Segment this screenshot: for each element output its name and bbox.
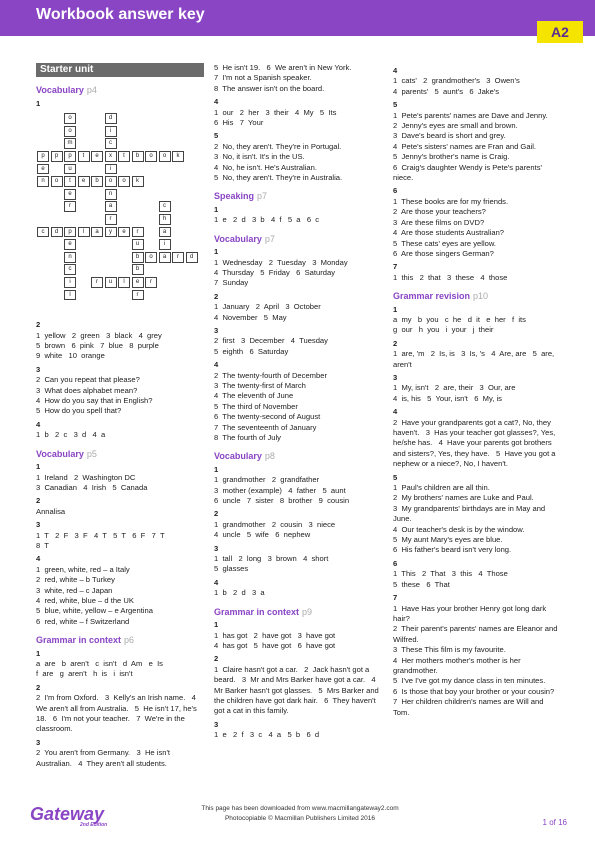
crossword-cell: a	[159, 252, 171, 263]
answer-line: 1 this 2 that 3 these 4 those	[393, 272, 508, 282]
answer-line: 2 You aren't from Germany. 3 He isn't Australian. 4 They aren't all students.	[36, 748, 172, 768]
answer-line: 5 The third of November	[214, 401, 298, 411]
section-page-ref: p6	[124, 635, 135, 646]
answer-line: 5 eighth 6 Saturday	[214, 346, 289, 356]
crossword-cell: b	[91, 176, 103, 187]
exercise-number: 3	[36, 520, 41, 530]
answer-line: a my b you c he d it e her f its	[393, 314, 526, 324]
exercise-number: 4	[393, 66, 398, 75]
crossword-cell: t	[64, 176, 76, 187]
exercise-number: 2	[214, 654, 219, 664]
crossword-cell: d	[105, 113, 117, 124]
exercise-number: 1	[214, 620, 219, 630]
answer-line: 4 parents' 5 aunt's 6 Jake's	[393, 86, 500, 96]
answer-line: 4 No, he isn't. He's Australian.	[214, 162, 317, 172]
logo-text: Gateway	[30, 804, 105, 824]
level-badge: A2	[537, 21, 583, 43]
answer-line: 4 Are those students Australian?	[393, 228, 505, 238]
answer-line: 4 uncle 5 wife 6 nephew	[214, 530, 311, 540]
crossword-cell: i	[159, 239, 171, 250]
answer-line: 1 b 2 c 3 d 4 a	[36, 430, 106, 440]
crossword-cell: c	[105, 138, 117, 149]
answer-line: 7 Her children children's names are Will and Tom.	[393, 697, 546, 717]
exercise-number: 5	[393, 100, 398, 110]
footer-credits	[180, 804, 420, 824]
section-page-ref: p8	[264, 451, 275, 462]
exercise-number: 7	[393, 262, 398, 272]
answer-line: 4 How do you say that in English?	[36, 396, 153, 406]
answer-line: 1 our 2 her 3 their 4 My 5 Its	[214, 107, 337, 117]
column-3	[393, 63, 561, 718]
crossword-cell: k	[172, 151, 184, 162]
exercise-number: 2	[393, 338, 398, 348]
section-heading-text: Vocabulary	[214, 451, 262, 462]
page-header	[0, 0, 595, 40]
answer-line: 2 The twenty-fourth of December	[214, 370, 327, 380]
crossword-cell: r	[145, 277, 157, 288]
answer-line: 7 The seventeenth of January	[214, 422, 317, 432]
answer-line: 9 white 10 orange	[36, 351, 105, 361]
crossword-cell: o	[64, 126, 76, 137]
crossword-cell: r	[132, 290, 144, 301]
column-2	[214, 63, 382, 741]
exercise-number: 2	[36, 320, 41, 330]
exercise-number: 1	[214, 247, 219, 257]
section-heading	[214, 451, 382, 461]
crossword-cell: a	[105, 201, 117, 212]
crossword-cell: d	[186, 252, 198, 263]
crossword-cell: o	[51, 176, 63, 187]
crossword-cell: e	[64, 189, 76, 200]
crossword-cell: e	[132, 277, 144, 288]
exercise-number: 1	[393, 304, 398, 314]
answer-line: Annalisa	[36, 506, 66, 516]
crossword-cell: o	[145, 252, 157, 263]
answer-line: 1 cats' 2 grandmother's 3 Owen's	[393, 76, 520, 86]
crossword-cell: d	[51, 227, 63, 238]
answer-line: 8 The answer isn't on the board.	[214, 83, 325, 93]
answer-line: 1 are, 'm 2 Is, is 3 Is, 's 4 Are, are 5 are, aren't	[393, 349, 557, 369]
exercise-number: 4	[36, 554, 41, 564]
crossword-cell: t	[118, 151, 130, 162]
exercise-number: 6	[393, 558, 398, 568]
exercise-number: 1	[214, 464, 219, 474]
answer-line: 5 I've I've got my dance class in ten minutes.	[393, 676, 546, 686]
answer-line: 4 red, white, blue – d the UK	[36, 595, 134, 605]
exercise-number: 2	[36, 682, 41, 692]
page-title: Workbook answer key	[36, 6, 205, 23]
exercise-number: 4	[36, 419, 41, 429]
answer-line: 5 How do you spell that?	[36, 406, 122, 416]
crossword-cell: u	[64, 164, 76, 175]
crossword-cell: l	[64, 290, 76, 301]
answer-line: 3 mother (example) 4 father 5 aunt	[214, 485, 346, 495]
section-heading-text: Vocabulary	[214, 233, 262, 244]
crossword-cell: x	[105, 151, 117, 162]
exercise-number: 3	[214, 719, 219, 729]
column-1	[36, 63, 204, 769]
crossword-cell: n	[105, 189, 117, 200]
section-heading	[214, 191, 382, 201]
answer-line: 4 Her mothers mother's mother is her grandmother.	[393, 655, 523, 675]
crossword-cell: e	[91, 151, 103, 162]
section-page-ref: p4	[86, 85, 97, 96]
section-heading	[214, 607, 382, 617]
exercise-number: 2	[214, 509, 219, 519]
answer-line: 1 green, white, red – a Italy	[36, 564, 130, 574]
answer-line: 8 T	[36, 540, 49, 550]
crossword-cell: y	[105, 227, 117, 238]
crossword-cell: o	[159, 151, 171, 162]
answer-line: 3 No, it isn't. It's in the US.	[214, 152, 305, 162]
crossword-cell: u	[105, 277, 117, 288]
crossword-cell: i	[105, 126, 117, 137]
crossword-cell: e	[118, 227, 130, 238]
crossword-cell: l	[118, 277, 130, 288]
crossword-cell: t	[78, 151, 90, 162]
answer-line: 6 Craig's daughter Wendy is Pete's parents' niece.	[393, 162, 545, 183]
crossword-grid	[36, 111, 204, 317]
crossword-cell: r	[91, 277, 103, 288]
section-page-ref: p5	[86, 448, 97, 459]
answer-line: 5 Jenny's brother's name is Craig.	[393, 152, 510, 162]
answer-line: 7 I'm not a Spanish speaker.	[214, 73, 312, 83]
crossword-cell: c	[64, 264, 76, 275]
section-heading	[393, 291, 561, 301]
answer-line: 5 blue, white, yellow – e Argentina	[36, 606, 153, 616]
answer-line: 4 Thursday 5 Friday 6 Saturday	[214, 267, 335, 277]
answer-line: 5 No, they aren't. They're in Australia.	[214, 173, 343, 183]
answer-line: 4 Pete's sisters' names are Fran and Gail.	[393, 141, 537, 151]
exercise-number: 3	[214, 543, 219, 553]
answer-line: 1 My, isn't 2 are, their 3 Our, are	[393, 383, 516, 393]
exercise-number: 7	[393, 593, 398, 603]
answer-line: 5 these 6 That	[393, 579, 450, 589]
answer-line: 4 Our teacher's desk is by the window.	[393, 524, 525, 534]
exercise-number: 3	[36, 737, 41, 747]
crossword-cell: b	[132, 151, 144, 162]
answer-line: 1 Have Has your brother Henry got long dark hair?	[393, 603, 549, 623]
crossword-cell: r	[172, 252, 184, 263]
answer-line: 1 tall 2 long 3 brown 4 short	[214, 554, 329, 564]
crossword-cell: h	[159, 214, 171, 225]
section-heading	[36, 85, 204, 95]
exercise-number: 6	[393, 186, 398, 196]
exercise-number: 3	[393, 372, 398, 382]
gateway-logo	[30, 804, 107, 828]
answer-line: 1 b 2 d 3 a	[214, 588, 265, 598]
section-heading	[36, 635, 204, 645]
exercise-number: 1	[214, 204, 219, 214]
exercise-number: 4	[214, 97, 219, 107]
answer-line: 1 This 2 That 3 this 4 Those	[393, 569, 508, 579]
section-page-ref: p7	[257, 191, 268, 202]
download-note: This page has been downloaded from www.macmillangateway2.com	[201, 805, 399, 812]
answer-line: 5 These cats' eyes are yellow.	[393, 238, 497, 248]
section-heading-text: Grammar in context	[214, 606, 300, 617]
answer-line: 1 Ireland 2 Washington DC	[36, 472, 136, 482]
answer-line: a are b aren't c isn't d Am e Is	[36, 659, 163, 668]
answer-line: 5 My aunt Mary's eyes are blue.	[393, 535, 503, 545]
exercise-number: 4	[214, 360, 219, 370]
crossword-cell: o	[145, 151, 157, 162]
answer-line: 2 Their parent's parents' names are Eleanor and Wilfred.	[393, 624, 560, 644]
answer-line: 6 Is those that boy your brother or your cousin?	[393, 686, 555, 696]
answer-line: 3 Canadian 4 Irish 5 Canada	[36, 482, 148, 492]
answer-line: 1 grandmother 2 grandfather	[214, 475, 320, 485]
page-footer	[0, 796, 595, 842]
answer-line: 8 The fourth of July	[214, 433, 281, 442]
section-heading-text: Grammar revision	[393, 291, 471, 302]
section-heading	[214, 234, 382, 244]
answer-line: 1 Paul's children are all thin.	[393, 483, 490, 493]
crossword-cell: r	[132, 227, 144, 238]
edition-label: 2nd Edition	[80, 822, 108, 828]
exercise-number: 4	[214, 577, 219, 587]
crossword-cell: o	[105, 176, 117, 187]
unit-title: Starter unit	[36, 63, 204, 77]
crossword-cell: p	[64, 227, 76, 238]
answer-line: 6 His 7 Your	[214, 118, 264, 128]
crossword-cell: u	[132, 239, 144, 250]
answer-line: 1 has got 2 have got 3 have got	[214, 630, 336, 640]
answer-line: 1 e 2 d 3 b 4 f 5 a 6 c	[214, 215, 320, 225]
section-heading-text: Grammar in context	[36, 635, 122, 646]
answer-line: 1 These books are for my friends.	[393, 196, 509, 206]
page-number: 1 of 16	[542, 818, 567, 827]
answer-line: 6 uncle 7 sister 8 brother 9 cousin	[214, 496, 350, 506]
answer-line: 1 Claire hasn't got a car. 2 Jack hasn't got a beard. 3 Mr and Mrs Barker have got a car. 4 Mr Barker hasn't got glasses. 5 Mrs Barker and the children have got dark hair. 6 They haven't got a cat in this family.	[214, 664, 381, 716]
answer-line: 6 red, white – f Switzerland	[36, 616, 130, 626]
answer-line: 2 No, they aren't. They're in Portugal.	[214, 141, 342, 151]
section-heading-text: Vocabulary	[36, 85, 84, 96]
crossword-cell: b	[132, 264, 144, 275]
answer-line: 2 first 3 December 4 Tuesday	[214, 336, 328, 346]
answer-line: 1 T 2 F 3 F 4 T 5 T 6 F 7 T	[36, 530, 165, 540]
crossword-cell: r	[105, 214, 117, 225]
exercise-number: 2	[214, 291, 219, 301]
exercise-number: 5	[393, 472, 398, 482]
answer-line: 7 Sunday	[214, 278, 249, 288]
answer-line: 3 The twenty-first of March	[214, 380, 306, 390]
answer-line: 1 January 2 April 3 October	[214, 302, 321, 312]
answer-line: 3 What does alphabet mean?	[36, 385, 138, 395]
answer-line: 2 Have your grandparents got a cat?, No, they haven't. 3 Has your teacher got glasses?, Yes, he/she has. 4 Have your parents got brothers and sisters?, Yes, they have. 5 Have you got a nephew or a niece?, No, I haven't.	[393, 417, 558, 469]
crossword-cell: e	[64, 239, 76, 250]
copyright-note: Photocopiable © Macmillan Publishers Limited 2016	[224, 815, 376, 822]
answer-line: 2 red, white – b Turkey	[36, 575, 115, 585]
crossword-cell: e	[37, 164, 49, 175]
exercise-number: 2	[36, 496, 41, 506]
section-heading-text: Speaking	[214, 191, 255, 202]
exercise-number: 4	[393, 407, 398, 417]
answer-line: 1 grandmother 2 cousin 3 niece	[214, 519, 336, 529]
answer-line: 3 white, red – c Japan	[36, 585, 113, 595]
exercise-number: 5	[214, 131, 219, 141]
exercise-number: 3	[36, 364, 41, 374]
crossword-cell: c	[37, 227, 49, 238]
answer-line: 3 Dave's beard is short and grey.	[393, 131, 506, 141]
exercise-number: 1	[36, 98, 41, 108]
crossword-cell: m	[64, 138, 76, 149]
answer-line: 2 Can you repeat that please?	[36, 375, 140, 385]
crossword-cell: r	[64, 201, 76, 212]
answer-line: 2 Jenny's eyes are small and brown.	[393, 121, 518, 131]
answer-line: 6 The twenty-second of August	[214, 412, 321, 422]
exercise-number: 1	[36, 648, 41, 658]
crossword-cell: n	[37, 176, 49, 187]
answer-line: 3 My grandparents' birthdays are in May and June.	[393, 503, 548, 524]
crossword-cell: b	[132, 252, 144, 263]
section-page-ref: p7	[264, 233, 275, 244]
answer-line: 5 glasses	[214, 564, 249, 574]
section-page-ref: p10	[473, 291, 489, 302]
answer-line: 1 e 2 f 3 c 4 a 5 b 6 d	[214, 730, 320, 740]
answer-line: 2 My brothers' names are Luke and Paul.	[393, 493, 534, 503]
crossword-cell: e	[78, 176, 90, 187]
crossword-cell: k	[132, 176, 144, 187]
crossword-cell: i	[64, 277, 76, 288]
crossword-cell: p	[64, 151, 76, 162]
answer-line: 3 These This film is my favourite.	[393, 645, 506, 655]
answer-line: 6 His father's beard isn't very long.	[393, 545, 512, 555]
crossword-cell: c	[159, 201, 171, 212]
section-page-ref: p9	[302, 606, 313, 617]
answer-line: g our h you i your j their	[393, 325, 494, 335]
section-heading-text: Vocabulary	[36, 448, 84, 459]
answer-line: 6 Are those singers German?	[393, 248, 494, 258]
answer-line: 2 Are those your teachers?	[393, 207, 486, 217]
answer-line: 5 brown 6 pink 7 blue 8 purple	[36, 341, 159, 351]
crossword-cell: l	[78, 227, 90, 238]
answer-line: 1 yellow 2 green 3 black 4 grey	[36, 330, 162, 340]
answer-line: 4 The eleventh of June	[214, 391, 294, 401]
answer-line: 2 I'm from Oxford. 3 Kelly's an Irish name. 4 We aren't all from Australia. 5 He isn't 17, he's 18. 6 I'm not your teacher. 7 We're in the classroom.	[36, 693, 201, 734]
crossword-cell: o	[64, 113, 76, 124]
exercise-number: 1	[36, 462, 41, 472]
answer-line: 4 is, his 5 Your, isn't 6 My, is	[393, 393, 502, 403]
answer-line: 4 has got 5 have got 6 have got	[214, 640, 336, 650]
section-heading	[36, 449, 204, 459]
crossword-cell: n	[64, 252, 76, 263]
answer-line: 3 Are these films on DVD?	[393, 217, 485, 227]
crossword-cell: a	[159, 227, 171, 238]
answer-line: 5 He isn't 19. 6 We aren't in New York.	[214, 63, 352, 72]
crossword-cell: o	[118, 176, 130, 187]
crossword-cell: p	[51, 151, 63, 162]
answer-line: 1 Wednesday 2 Tuesday 3 Monday	[214, 257, 348, 267]
crossword-cell: p	[37, 151, 49, 162]
answer-line: 4 November 5 May	[214, 312, 287, 322]
answer-line: f are g aren't h is i isn't	[36, 669, 133, 679]
exercise-number: 3	[214, 325, 219, 335]
crossword-cell: i	[105, 164, 117, 175]
answer-line: 1 Pete's parents' names are Dave and Jenny.	[393, 110, 548, 120]
crossword-cell: a	[91, 227, 103, 238]
